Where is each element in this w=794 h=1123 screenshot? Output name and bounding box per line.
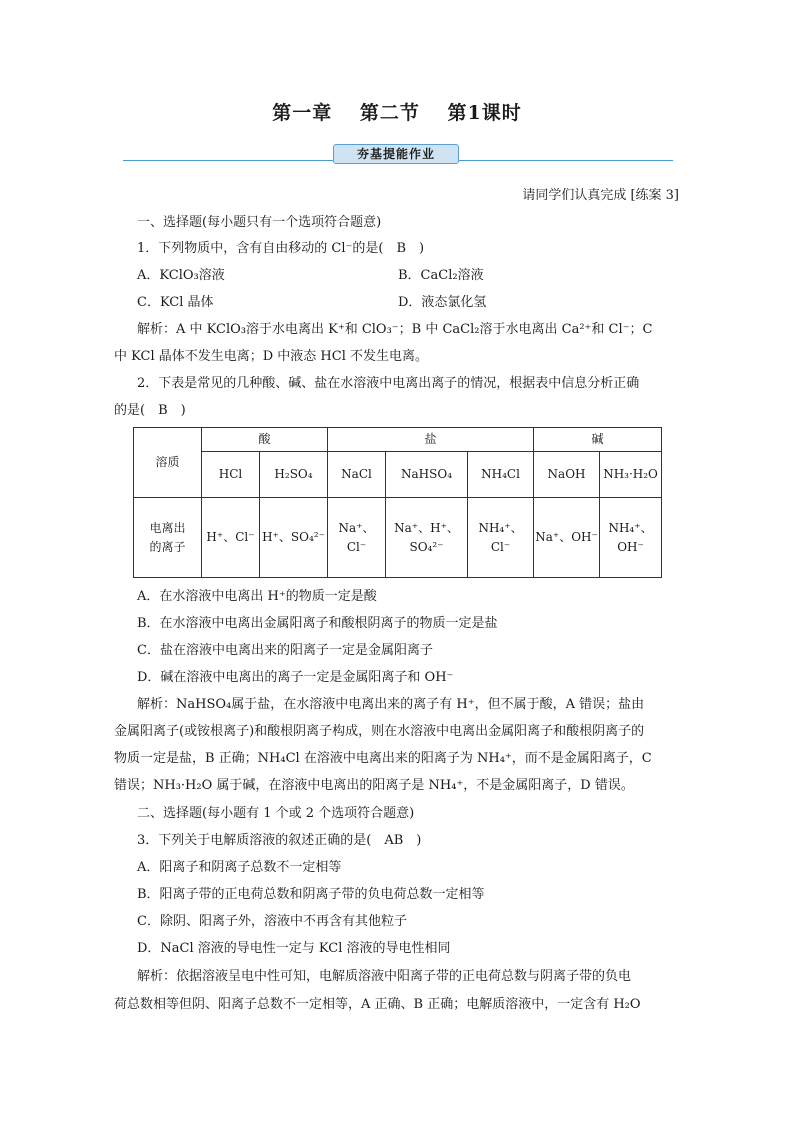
q2-explanation-line1: 解析：NaHSO₄属于盐，在水溶液中电离出来的离子有 H⁺，但不属于酸，A 错误；盐由 [137,697,645,712]
q3-option-b: B．阳离子带的正电荷总数和阴离子带的负电荷总数一定相等 [137,887,485,902]
table-cell-name: NaHSO₄ [386,452,468,498]
table-cell-ions: NH₄⁺、OH⁻ [600,498,662,578]
table-cell-ions: Na⁺、Cl⁻ [328,498,386,578]
q2-stem-line1: 2．下表是常见的几种酸、碱、盐在水溶液中电离出离子的情况，根据表中信息分析正确 [137,376,640,391]
q2-option-b: B．在水溶液中电离出金属阳离子和酸根阴离子的物质一定是盐 [137,616,498,631]
salt-header: 盐 [328,428,534,452]
homework-badge: 夯基提能作业 [333,144,459,164]
q1-stem: 1．下列物质中，含有自由移动的 Cl⁻的是( B ) [137,241,425,256]
table-cell-ions: H⁺、SO₄²⁻ [260,498,328,578]
table-cell-name: HCl [202,452,260,498]
lesson-label: 第1课时 [447,102,522,124]
q2-option-c: C．盐在溶液中电离出来的阳离子一定是金属阳离子 [137,643,433,658]
completion-note: 请同学们认真完成 [练案 3] [522,188,679,203]
q1-option-a: A．KClO₃溶液 [137,268,225,283]
q2-explanation-line2: 金属阳离子(或铵根离子)和酸根阴离子构成，则在水溶液中电离出金属阳离子和酸根阴离子的 [114,724,645,739]
q2-explanation-line4: 错误；NH₃·H₂O 属于碱，在溶液中电离出的阳离子是 NH₄⁺，不是金属阳离子，D 错误。 [114,778,634,793]
section-label: 第二节 [359,102,420,124]
page-title [0,98,794,125]
table-cell-name: NaOH [534,452,600,498]
q1-option-d: D．液态氯化氢 [398,295,487,310]
table-cell-ions: NH₄⁺、Cl⁻ [468,498,534,578]
q2-stem-line2: 的是( B ) [114,403,186,418]
q3-explanation-line1: 解析：依据溶液呈电中性可知，电解质溶液中阳离子带的正电荷总数与阴离子带的负电 [137,969,632,984]
ions-row-header: 电离出的离子 [134,498,202,578]
q3-option-a: A．阳离子和阴离子总数不一定相等 [137,860,342,875]
q3-explanation-line2: 荷总数相等但阴、阳离子总数不一定相等，A 正确、B 正确；电解质溶液中，一定含有 H₂O [114,997,641,1012]
q1-explanation-line1: 解析：A 中 KClO₃溶于水电离出 K⁺和 ClO₃⁻；B 中 CaCl₂溶于水电离出 Ca²⁺和 Cl⁻；C [137,322,653,337]
table-cell-name: NH₃·H₂O [600,452,662,498]
q3-option-d: D．NaCl 溶液的导电性一定与 KCl 溶液的导电性相同 [137,941,451,956]
q1-option-b: B．CaCl₂溶液 [398,268,484,283]
table-cell-ions: Na⁺、H⁺、SO₄²⁻ [386,498,468,578]
q2-option-a: A．在水溶液中电离出 H⁺的物质一定是酸 [137,589,377,604]
table-cell-name: H₂SO₄ [260,452,328,498]
q3-option-c: C．除阴、阳离子外，溶液中不再含有其他粒子 [137,914,407,929]
q2-explanation-line3: 物质一定是盐，B 正确；NH₄Cl 在溶液中电离出来的阳离子为 NH₄⁺，而不是金属阳离子，C [114,751,652,766]
ion-table [133,427,662,578]
chapter-label: 第一章 [272,102,333,124]
q1-option-c: C．KCl 晶体 [137,295,214,310]
table-cell-name: NaCl [328,452,386,498]
table-cell-name: NH₄Cl [468,452,534,498]
acid-header: 酸 [202,428,328,452]
base-header: 碱 [534,428,662,452]
part1-heading: 一、选择题(每小题只有一个选项符合题意) [137,215,382,230]
q3-stem: 3．下列关于电解质溶液的叙述正确的是( AB ) [137,833,422,848]
table-cell-ions: H⁺、Cl⁻ [202,498,260,578]
table-cell-ions: Na⁺、OH⁻ [534,498,600,578]
q2-option-d: D．碱在溶液中电离出的离子一定是金属阳离子和 OH⁻ [137,670,454,685]
part2-heading: 二、选择题(每小题有 1 个或 2 个选项符合题意) [137,806,415,821]
q1-explanation-line2: 中 KCl 晶体不发生电离；D 中液态 HCl 不发生电离。 [114,349,428,364]
solute-header: 溶质 [134,428,202,498]
